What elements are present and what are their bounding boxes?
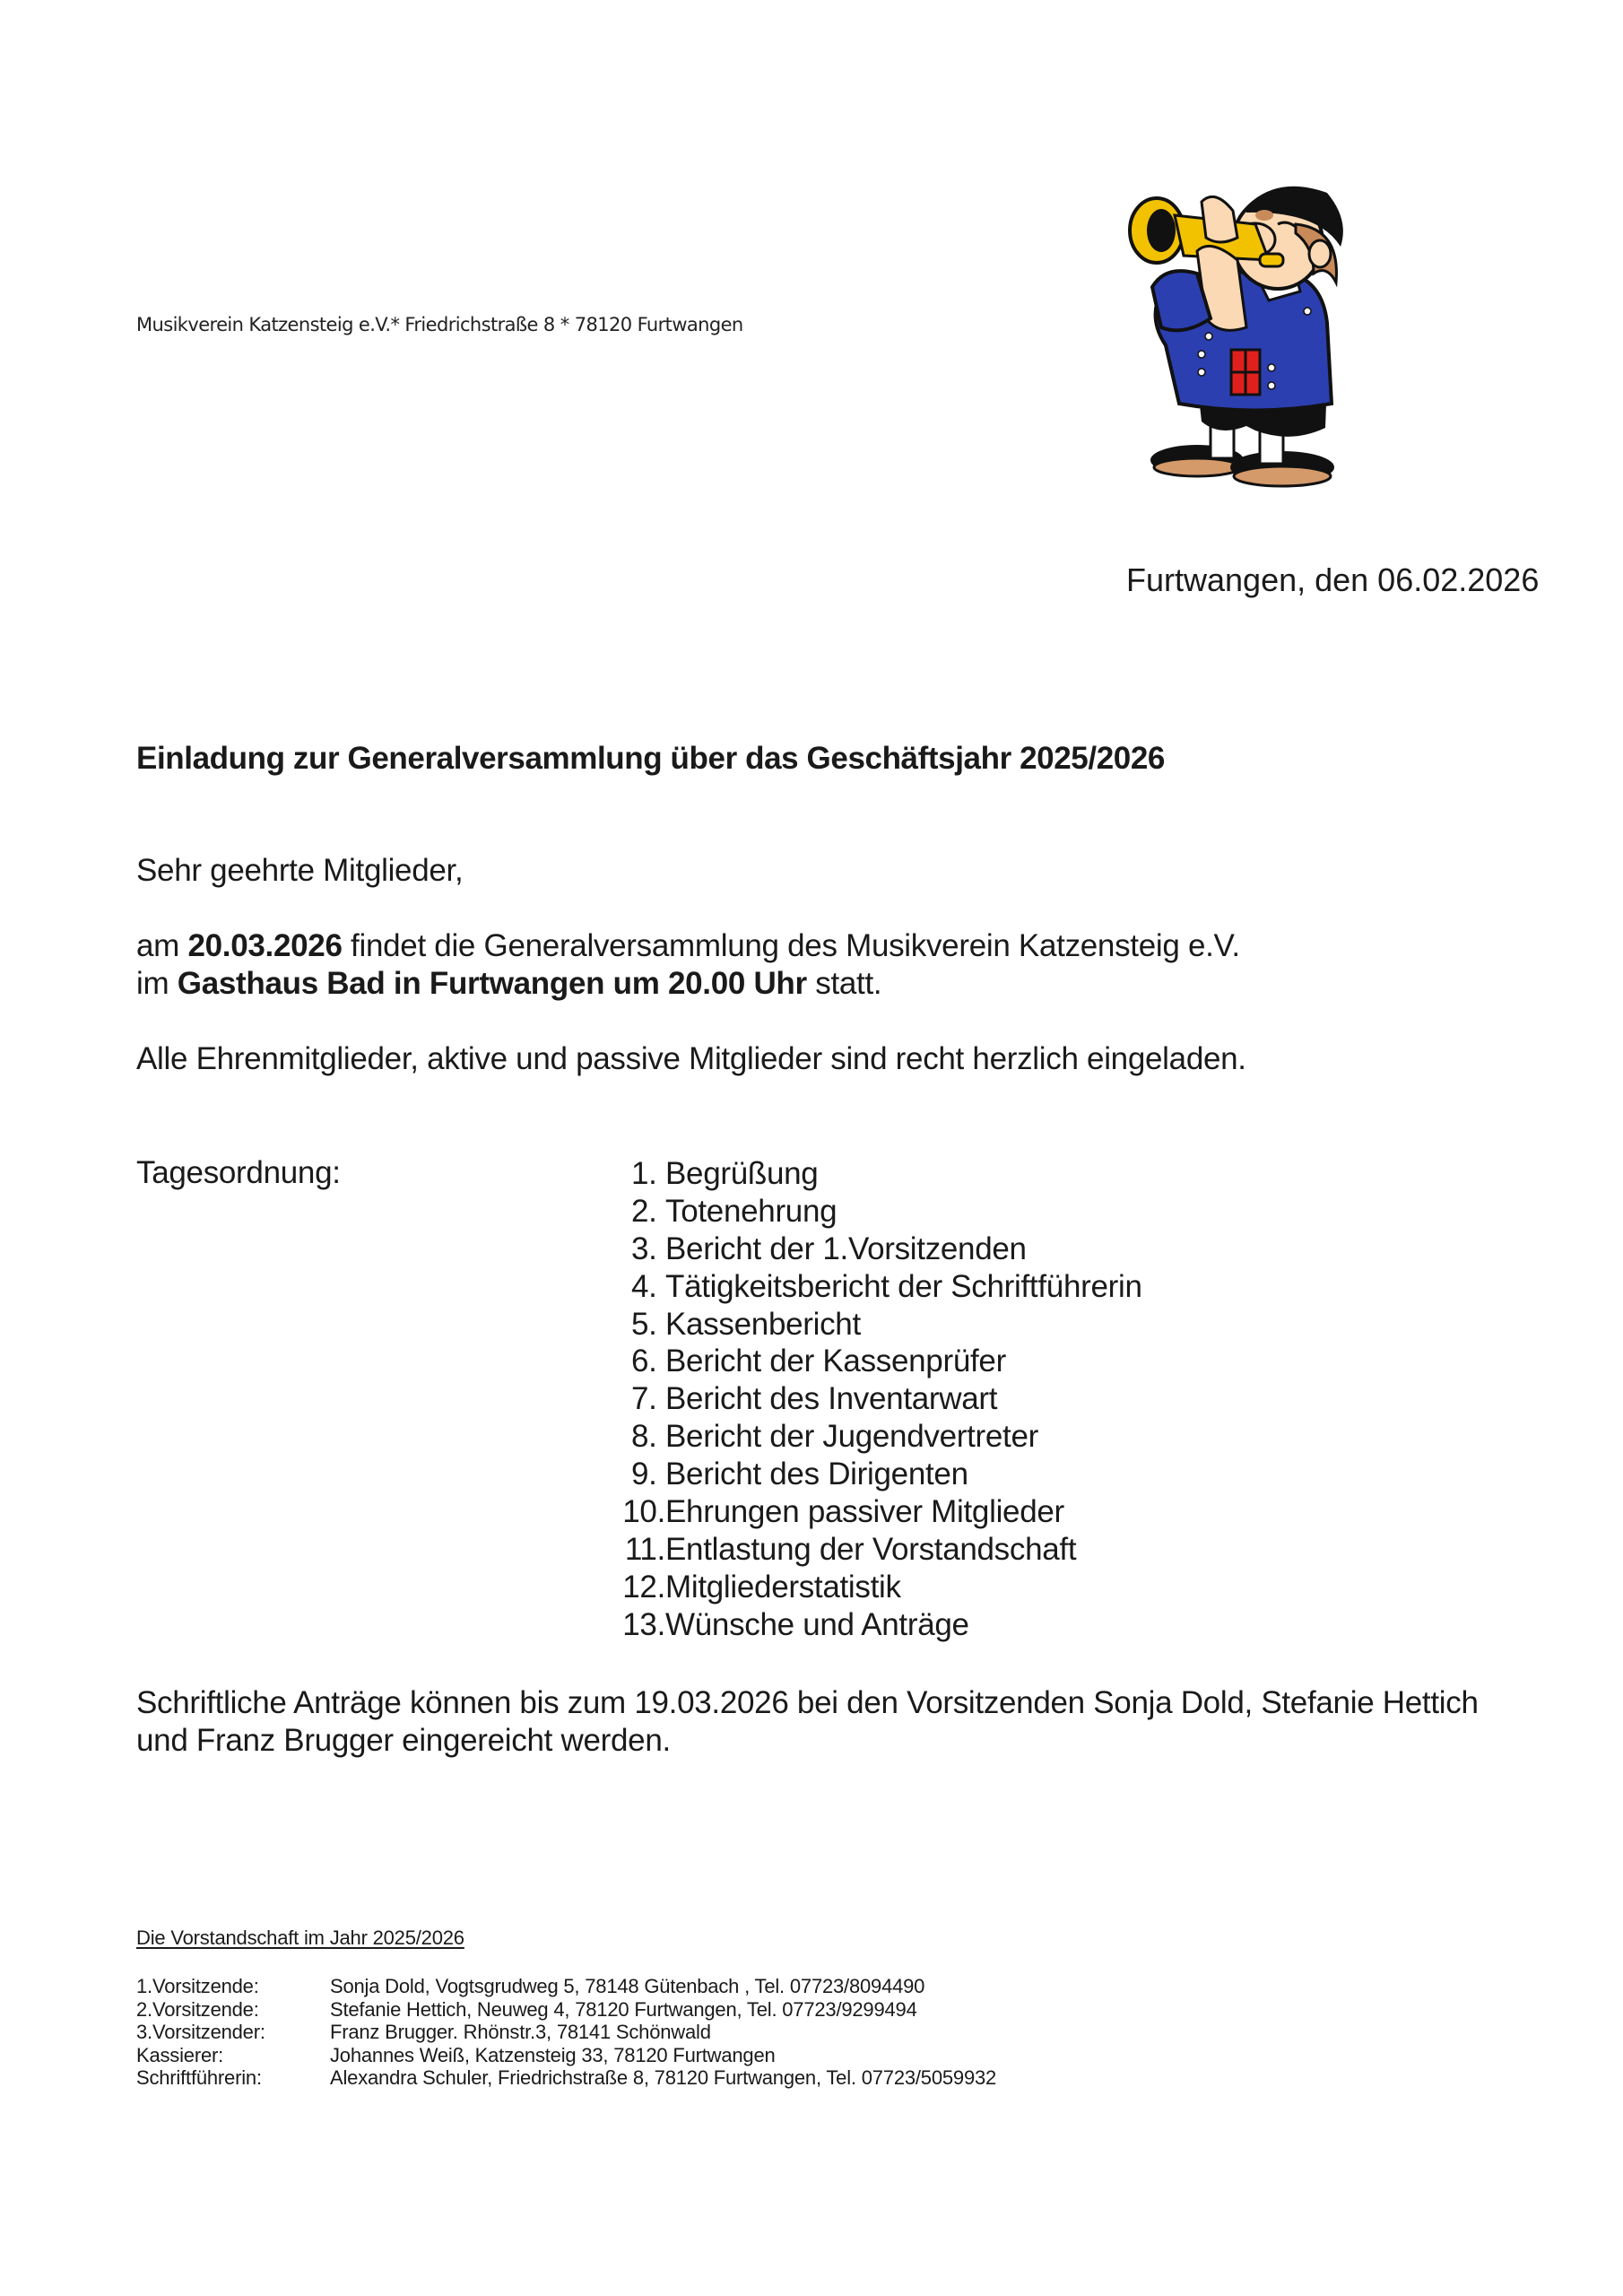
agenda-item-text: Bericht des Inventarwart: [665, 1381, 998, 1417]
agenda-item-text: Ehrungen passiver Mitglieder: [665, 1494, 1064, 1530]
salutation: Sehr geehrte Mitglieder,: [136, 853, 464, 888]
agenda-item: [610, 1380, 1142, 1418]
agenda-item: [610, 1493, 1142, 1531]
text-fragment: im: [136, 966, 178, 1001]
agenda-item-text: Mitgliederstatistik: [665, 1569, 901, 1605]
text-fragment: statt.: [806, 966, 882, 1001]
agenda-item-number: 2.: [630, 1193, 665, 1229]
agenda-item-text: Bericht der 1.Vorsitzenden: [665, 1231, 1027, 1266]
motions-line-2: und Franz Brugger eingereicht werden.: [136, 1723, 671, 1758]
agenda-item-number: 12.: [622, 1569, 665, 1605]
motions-deadline-note: [136, 1684, 1479, 1760]
board-member-row: [136, 1998, 996, 2022]
agenda-item-number: 4.: [630, 1268, 665, 1304]
agenda-list: [610, 1155, 1142, 1644]
agenda-item: [610, 1606, 1142, 1644]
board-heading: Die Vorstandschaft im Jahr 2025/2026: [136, 1926, 464, 1949]
agenda-item-text: Bericht der Kassenprüfer: [665, 1344, 1006, 1379]
invitation-sentence: Alle Ehrenmitglieder, aktive und passive Mitglieder sind recht herzlich eingeladen.: [136, 1041, 1246, 1076]
agenda-item: [610, 1268, 1142, 1306]
agenda-item: [610, 1155, 1142, 1193]
board-member-role: Kassierer:: [136, 2043, 224, 2066]
agenda-item-text: Kassenbericht: [665, 1306, 861, 1342]
agenda-item-text: Tätigkeitsbericht der Schriftführerin: [665, 1268, 1142, 1304]
agenda-item: [610, 1531, 1142, 1569]
agenda-item: [610, 1456, 1142, 1493]
agenda-item-number: 7.: [630, 1381, 665, 1417]
agenda-item: [610, 1193, 1142, 1231]
agenda-label: Tagesordnung:: [136, 1155, 341, 1190]
announcement-line-1: [136, 927, 1240, 965]
agenda-item-text: Bericht des Dirigenten: [665, 1457, 968, 1492]
agenda-item-number: 8.: [630, 1419, 665, 1455]
meeting-announcement: [136, 927, 1240, 1003]
text-fragment: am: [136, 928, 188, 963]
motions-line-1: Schriftliche Anträge können bis zum 19.03.2026 bei den Vorsitzenden Sonja Dold, Stefanie Hettich: [136, 1685, 1479, 1720]
agenda-item-text: Entlastung der Vorstandschaft: [665, 1531, 1077, 1567]
agenda-item-number: 6.: [630, 1344, 665, 1379]
agenda-item-number: 5.: [630, 1306, 665, 1342]
announcement-line-2: [136, 965, 1240, 1003]
board-member-row: [136, 2044, 996, 2067]
letter-title: Einladung zur Generalversammlung über das Geschäftsjahr 2025/2026: [136, 741, 1165, 776]
trumpet-player-mascot-icon: [1112, 175, 1363, 498]
text-fragment: findet die Generalversammlung des Musikverein Katzensteig e.V.: [342, 928, 1240, 963]
letter-date: Furtwangen, den 06.02.2026: [1126, 561, 1540, 598]
agenda-item: [610, 1231, 1142, 1268]
board-member-row: [136, 2066, 996, 2090]
agenda-item: [610, 1418, 1142, 1456]
agenda-item-text: Begrüßung: [665, 1156, 819, 1191]
board-member-details: Sonja Dold, Vogtsgrudweg 5, 78148 Gütenbach , Tel. 07723/8094490: [330, 1975, 925, 1997]
board-member-details: Johannes Weiß, Katzensteig 33, 78120 Furtwangen: [330, 2043, 776, 2066]
board-member-details: Stefanie Hettich, Neuweg 4, 78120 Furtwangen, Tel. 07723/9299494: [330, 1997, 917, 2021]
meeting-date: 20.03.2026: [187, 928, 343, 963]
agenda-item-text: Bericht der Jugendvertreter: [665, 1419, 1039, 1455]
board-member-details: Alexandra Schuler, Friedrichstraße 8, 78120 Furtwangen, Tel. 07723/5059932: [330, 2066, 997, 2090]
board-members-list: [136, 1975, 996, 2090]
agenda-item-number: 13.: [622, 1606, 665, 1642]
board-member-role: Schriftführerin:: [136, 2066, 262, 2090]
board-member-row: [136, 2021, 996, 2044]
agenda-item-number: 3.: [630, 1231, 665, 1266]
board-member-row: [136, 1975, 996, 1998]
agenda-item-text: Totenehrung: [665, 1193, 838, 1229]
agenda-item: [610, 1569, 1142, 1606]
agenda-item: [610, 1306, 1142, 1344]
agenda-item: [610, 1343, 1142, 1380]
agenda-item-text: Wünsche und Anträge: [665, 1606, 969, 1642]
board-member-role: 2.Vorsitzende:: [136, 1997, 259, 2021]
agenda-item-number: 1.: [630, 1156, 665, 1191]
agenda-item-number: 9.: [630, 1457, 665, 1492]
board-member-role: 1.Vorsitzende:: [136, 1975, 259, 1997]
agenda-item-number: 11.: [624, 1531, 665, 1567]
agenda-item-number: 10.: [622, 1494, 665, 1530]
meeting-location-time: Gasthaus Bad in Furtwangen um 20.00 Uhr: [177, 966, 807, 1001]
board-member-details: Franz Brugger. Rhönstr.3, 78141 Schönwald: [330, 2021, 711, 2044]
board-member-role: 3.Vorsitzender:: [136, 2021, 265, 2044]
sender-address-line: Musikverein Katzensteig e.V.* Friedrichstraße 8 * 78120 Furtwangen: [136, 314, 743, 335]
